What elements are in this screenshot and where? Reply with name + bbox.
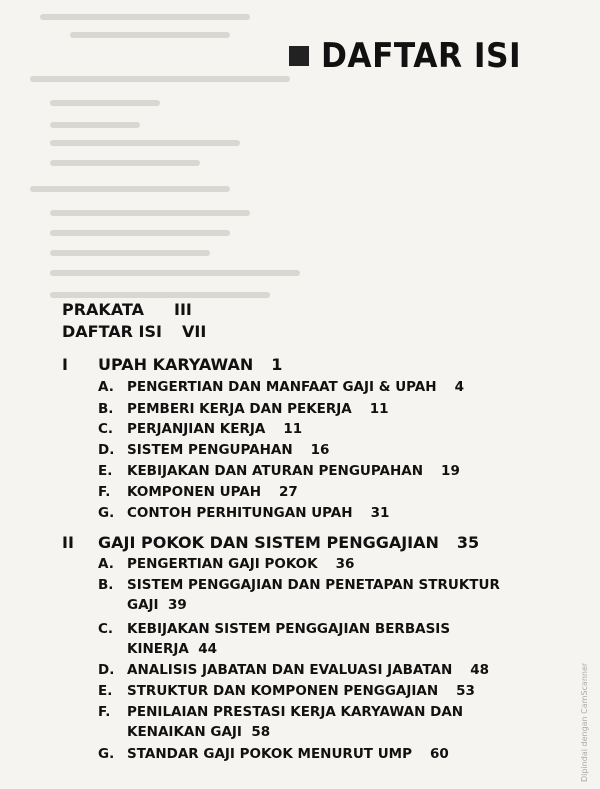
front-matter-daftar-isi	[62, 322, 206, 344]
toc-entry	[98, 619, 507, 659]
toc-entry	[98, 399, 389, 419]
front-matter-label: DAFTAR ISI	[62, 322, 162, 341]
entry-text-wrapped	[127, 575, 507, 615]
front-matter-prakata	[62, 300, 206, 322]
title-text: DAFTAR ISI	[320, 36, 521, 76]
entry-page: 60	[430, 746, 449, 762]
entry-letter: E.	[98, 463, 113, 479]
toc-entry	[98, 744, 449, 764]
toc-entry	[98, 575, 507, 615]
entry-page: 48	[470, 662, 490, 678]
front-matter-label: PRAKATA	[62, 300, 145, 319]
page-title	[289, 36, 538, 76]
entry-letter: G.	[98, 746, 115, 762]
toc-entry	[98, 702, 477, 742]
entry-text: SISTEM PENGGAJIAN DAN PENETAPAN STRUKTUR GAJI	[127, 577, 500, 613]
toc-entry	[98, 377, 464, 397]
entry-page: 4	[454, 379, 464, 395]
entry-text: STANDAR GAJI POKOK MENURUT UMP	[127, 746, 412, 762]
title-square-bullet	[289, 46, 309, 66]
entry-page: 11	[283, 421, 303, 437]
entry-page: 16	[310, 442, 330, 458]
chapter-number: II	[62, 533, 74, 552]
chapter-heading	[62, 355, 282, 374]
toc-entry	[98, 461, 460, 481]
entry-letter: B.	[98, 577, 114, 593]
toc-entry	[98, 440, 329, 460]
chapter-number: I	[62, 355, 68, 374]
entry-letter: G.	[98, 505, 115, 521]
entry-text: PEMBERI KERJA DAN PEKERJA	[127, 401, 352, 417]
entry-text: PENGERTIAN DAN MANFAAT GAJI & UPAH	[127, 379, 437, 395]
entry-text: CONTOH PERHITUNGAN UPAH	[127, 505, 353, 521]
entry-text: STRUKTUR DAN KOMPONEN PENGGAJIAN	[127, 683, 439, 699]
entry-text: KEBIJAKAN SISTEM PENGGAJIAN BERBASIS KINERJA	[127, 621, 451, 657]
entry-page: 19	[441, 463, 460, 479]
toc-entry	[98, 660, 489, 680]
toc-entry	[98, 503, 389, 523]
entry-text: KEBIJAKAN DAN ATURAN PENGUPAHAN	[127, 463, 424, 479]
chapter-title: UPAH KARYAWAN	[98, 355, 254, 374]
entry-letter: C.	[98, 621, 114, 637]
front-matter	[62, 300, 206, 344]
scanner-watermark: Dipindai dengan CamScanner	[580, 662, 589, 782]
toc-entry	[98, 482, 298, 502]
entry-text: PERJANJIAN KERJA	[127, 421, 266, 437]
entry-page: 44	[198, 641, 218, 657]
entry-text: SISTEM PENGUPAHAN	[127, 442, 293, 458]
entry-page: 39	[167, 597, 187, 613]
chapter-title: GAJI POKOK DAN SISTEM PENGGAJIAN	[98, 533, 439, 552]
entry-text: PENGERTIAN GAJI POKOK	[127, 556, 318, 572]
toc-entry	[98, 554, 354, 574]
entry-letter: C.	[98, 421, 114, 437]
entry-text: KOMPONEN UPAH	[127, 484, 262, 500]
entry-letter: D.	[98, 442, 115, 458]
entry-letter: D.	[98, 662, 115, 678]
entry-text-wrapped	[127, 702, 477, 742]
entry-text: PENILAIAN PRESTASI KERJA KARYAWAN DAN KENAIKAN GAJI	[127, 704, 464, 740]
chapter-page: 35	[456, 533, 480, 552]
entry-page: 53	[456, 683, 475, 699]
front-matter-page: VII	[182, 322, 207, 341]
entry-page: 58	[251, 724, 271, 740]
entry-letter: E.	[98, 683, 113, 699]
toc-entry	[98, 681, 475, 701]
entry-letter: A.	[98, 379, 114, 395]
entry-page: 11	[369, 401, 389, 417]
toc-entry	[98, 419, 302, 439]
entry-letter: F.	[98, 704, 111, 720]
entry-letter: B.	[98, 401, 114, 417]
entry-text-wrapped	[127, 619, 507, 659]
chapter-page: 1	[271, 355, 283, 374]
entry-page: 31	[370, 505, 390, 521]
entry-letter: F.	[98, 484, 111, 500]
entry-page: 27	[279, 484, 298, 500]
entry-letter: A.	[98, 556, 114, 572]
front-matter-page: III	[174, 300, 192, 319]
chapter-heading	[62, 533, 479, 552]
entry-text: ANALISIS JABATAN DAN EVALUASI JABATAN	[127, 662, 453, 678]
entry-page: 36	[335, 556, 355, 572]
